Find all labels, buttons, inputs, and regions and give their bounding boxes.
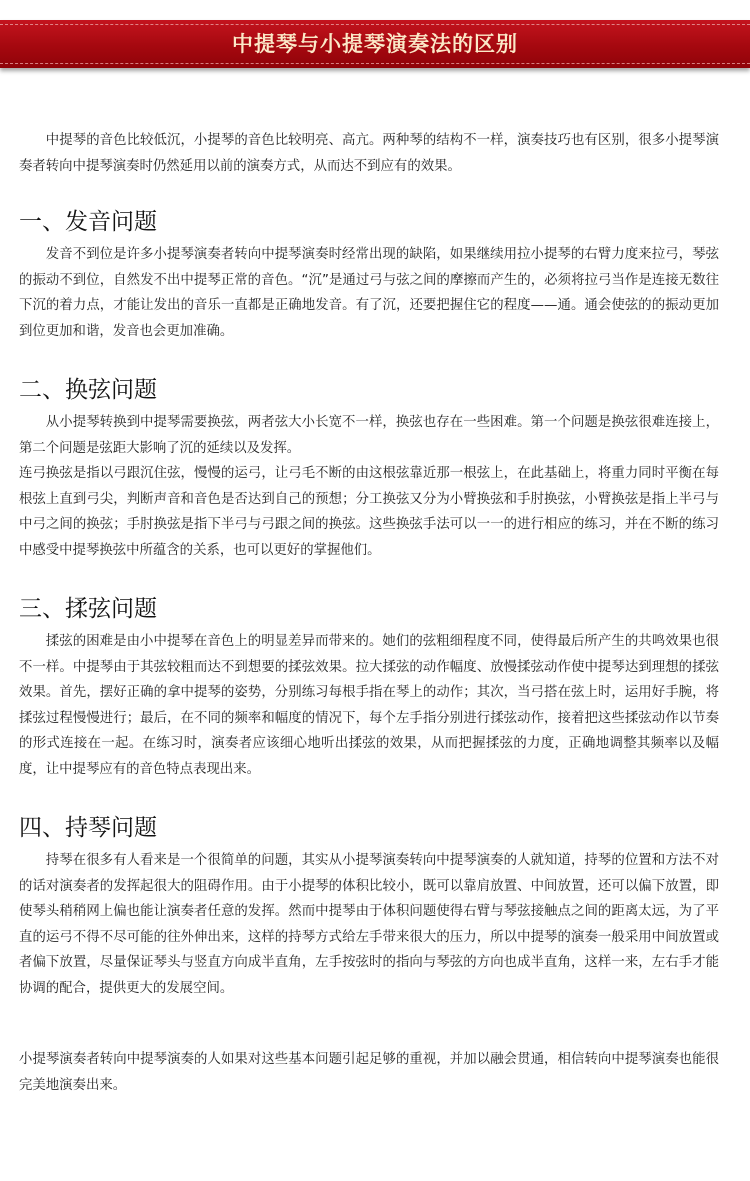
section-paragraph: 从小提琴转换到中提琴需要换弦，两者弦大小长宽不一样，换弦也存在一些困难。第一个问题是换弦很难连接上，第二个问题是弦距大影响了沉的延续以及发挥。 bbox=[19, 415, 719, 456]
section-heading: 一、发音问题 bbox=[19, 209, 157, 235]
section-vibrato bbox=[19, 592, 719, 782]
section-paragraph: 连弓换弦是指以弓跟沉住弦，慢慢的运弓，让弓毛不断的由这根弦靠近那一根弦上，在此基础上，将重力同时平衡在每根弦上直到弓尖，判断声音和音色是否达到自己的预想；分工换弦又分为小臂换弦和手肘换弦，小臂换弦是指上半弓与中弓之间的换弦；手肘换弦是指下半弓与弓跟之间的换弦。这些换弦手法可以一一的进行相应的练习，并在不断的练习中感受中提琴换弦中所蕴含的关系，也可以更好的掌握他们。 bbox=[19, 466, 719, 558]
section-paragraph: 持琴在很多有人看来是一个很简单的问题，其实从小提琴演奏转向中提琴演奏的人就知道，持琴的位置和方法不对的话对演奏者的发挥起很大的阻碍作用。由于小提琴的体积比较小，既可以靠肩放置、中间放置，还可以偏下放置，即使琴头稍稍网上偏也能让演奏者任意的发挥。然而中提琴由于体积问题使得右臂与琴弦接触点之间的距离太远，为了平直的运弓不得不尽可能的往外伸出来，这样的持琴方式给左手带来很大的压力，所以中提琴的演奏一般采用中间放置或者偏下放置，尽量保证琴头与竖直方向成半直角，左手按弦时的指向与琴弦的方向也成半直角，这样一来，左右手才能协调的配合，提供更大的发展空间。 bbox=[19, 853, 719, 996]
section-heading: 四、持琴问题 bbox=[19, 815, 157, 841]
intro-paragraph: 中提琴的音色比较低沉，小提琴的音色比较明亮、高亢。两种琴的结构不一样，演奏技巧也有区别，很多小提琴演奏者转向中提琴演奏时仍然延用以前的演奏方式，从而达不到应有的效果。 bbox=[19, 133, 719, 174]
article-body bbox=[19, 128, 719, 1098]
section-pronunciation bbox=[19, 205, 719, 344]
page-title: 中提琴与小提琴演奏法的区别 bbox=[232, 32, 518, 56]
section-heading: 二、换弦问题 bbox=[19, 377, 157, 403]
section-string-change bbox=[19, 373, 719, 563]
closing-paragraph: 小提琴演奏者转向中提琴演奏的人如果对这些基本问题引起足够的重视，并加以融会贯通，相信转向中提琴演奏也能很完美地演奏出来。 bbox=[19, 1052, 719, 1093]
section-paragraph: 揉弦的困难是由小中提琴在音色上的明显差异而带来的。她们的弦粗细程度不同，使得最后所产生的共鸣效果也很不一样。中提琴由于其弦较粗而达不到想要的揉弦效果。拉大揉弦的动作幅度、放慢揉弦动作使中提琴达到理想的揉弦效果。首先，摆好正确的拿中提琴的姿势，分别练习每根手指在琴上的动作；其次，当弓搭在弦上时，运用好手腕，将揉弦过程慢慢进行；最后，在不同的频率和幅度的情况下，每个左手指分别进行揉弦动作，接着把这些揉弦动作以节奏的形式连接在一起。在练习时，演奏者应该细心地听出揉弦的效果，从而把握揉弦的力度，正确地调整其频率以及幅度，让中提琴应有的音色特点表现出来。 bbox=[19, 634, 719, 777]
title-banner bbox=[0, 20, 750, 68]
section-heading: 三、揉弦问题 bbox=[19, 596, 157, 622]
section-paragraph: 发音不到位是许多小提琴演奏者转向中提琴演奏时经常出现的缺陷，如果继续用拉小提琴的右臂力度来拉弓，琴弦的振动不到位，自然发不出中提琴正常的音色。“沉”是通过弓与弦之间的摩擦而产生的，必须将拉弓当作是连接无数往下沉的着力点，才能让发出的音乐一直都是正确地发音。有了沉，还要把握住它的程度——通。通会使弦的的振动更加到位更加和谐，发音也会更加准确。 bbox=[19, 247, 719, 339]
section-holding bbox=[19, 811, 719, 1001]
